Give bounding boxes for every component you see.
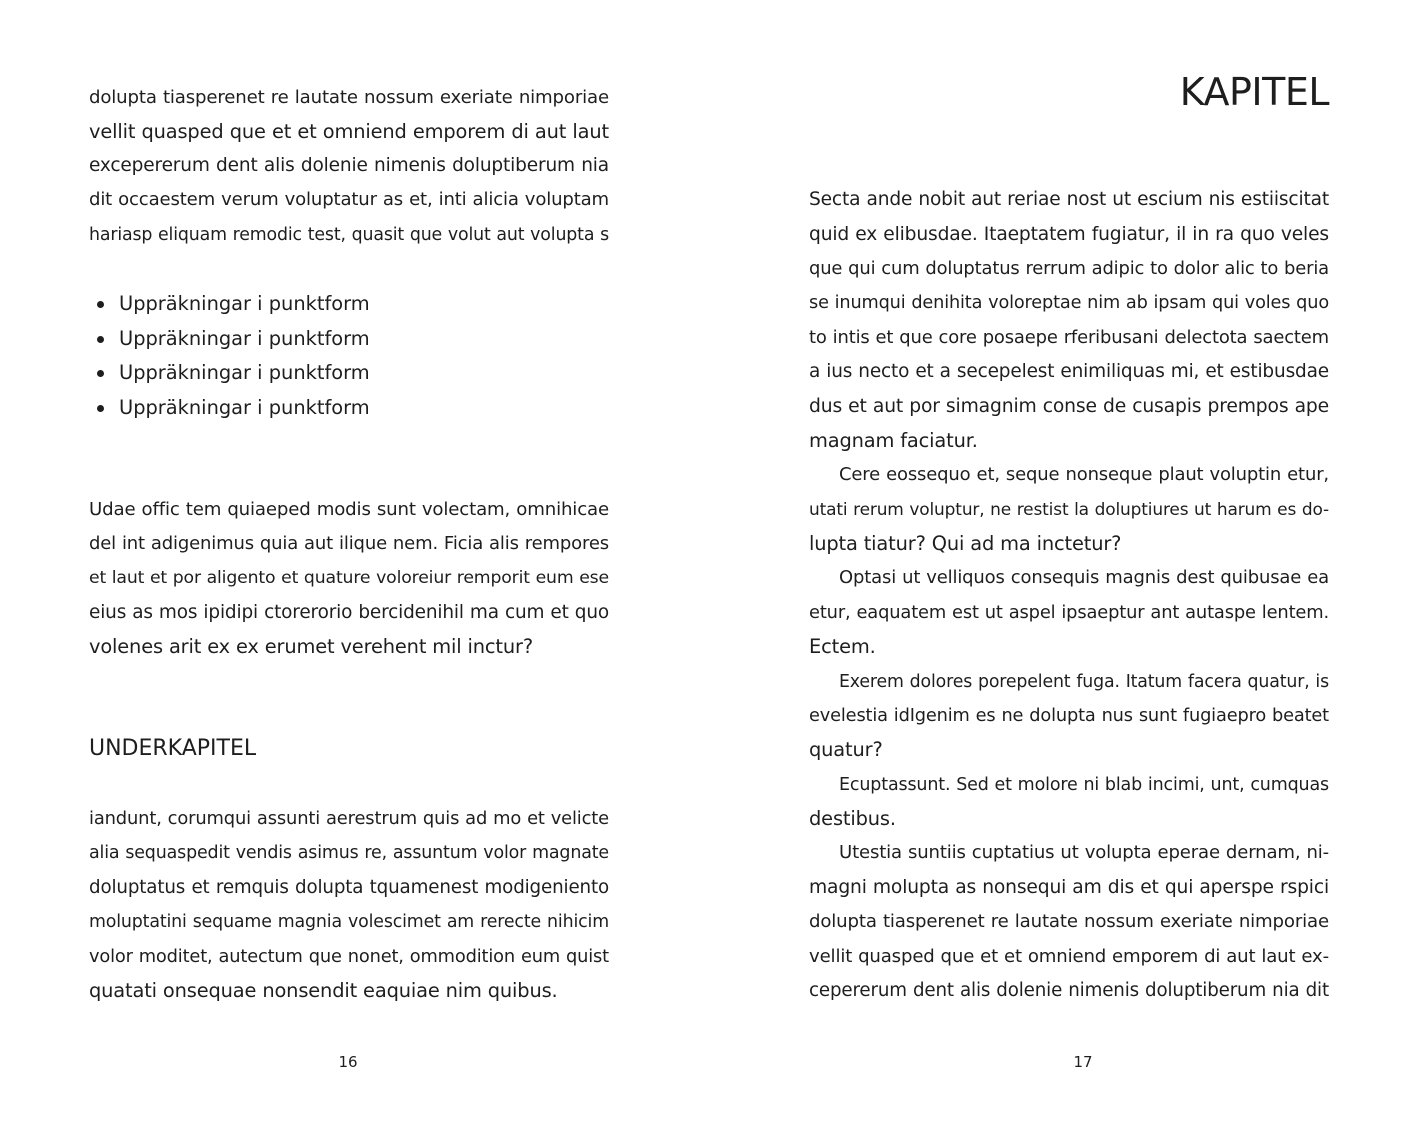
body-text-line: Ecuptassunt. Sed et molore ni blab incimi, unt, cumquas	[839, 775, 1329, 795]
body-text-line: quid ex elibusdae. Itaeptatem fugiatur, il in ra quo veles	[809, 224, 1329, 245]
body-text-line: Utestia suntiis cuptatius ut volupta eperae dernam, ni-	[839, 842, 1329, 863]
body-text-line: se inumqui denihita voloreptae nim ab ipsam qui voles quo	[809, 293, 1329, 313]
bullet-item	[89, 391, 609, 426]
body-text-line: et laut et por aligento et quature voloreiur remporit eum ese	[89, 568, 609, 588]
body-text-line: Ectem.	[809, 635, 876, 658]
bullet-item	[89, 322, 609, 357]
body-text-line: vellit quasped que et et omniend emporem di aut laut ex-	[809, 946, 1329, 967]
body-text-line: vellit quasped que et et omniend emporem di aut laut	[89, 120, 609, 143]
body-text-line: utati rerum voluptur, ne restist la doluptiures ut harum es do-	[809, 500, 1329, 520]
body-text-line: Udae offic tem quiaeped modis sunt volectam, omnihicae	[89, 499, 609, 520]
body-text-line: alia sequaspedit vendis asimus re, assuntum volor magnate	[89, 843, 609, 863]
bullet-text: Uppräkningar i punktform	[119, 395, 370, 419]
body-text-line: dolupta tiasperenet re lautate nossum exeriate nimporiae	[89, 87, 609, 108]
body-text-line: Optasi ut velliquos consequis magnis dest quibusae ea	[839, 567, 1329, 588]
body-text-line: hariasp eliquam remodic test, quasit que volut aut volupta s	[89, 225, 609, 245]
body-text-line: a ius necto et a secepelest enimiliquas mi, et estibusdae	[809, 361, 1329, 382]
body-text-line: cepererum dent alis dolenie nimenis doluptiberum nia dit	[809, 980, 1329, 1001]
body-text-line: lupta tiatur? Qui ad ma inctetur?	[809, 532, 1122, 555]
body-text-line: doluptatus et remquis dolupta tquamenest modigeniento	[89, 877, 609, 898]
body-text-line: volor moditet, autectum que nonet, ommodition eum quist	[89, 946, 609, 967]
body-text-line: dolupta tiasperenet re lautate nossum exeriate nimporiae	[809, 911, 1329, 932]
bullet-dot-icon	[97, 336, 104, 343]
bullet-list	[89, 287, 609, 425]
body-text-line: magnam faciatur.	[809, 429, 978, 452]
body-text-line: destibus.	[809, 807, 896, 830]
bullet-dot-icon	[97, 301, 104, 308]
body-text-line: Secta ande nobit aut reriae nost ut escium nis estiiscitat	[809, 189, 1329, 210]
bullet-dot-icon	[97, 405, 104, 412]
body-text-line: evelestia idIgenim es ne dolupta nus sunt fugiaepro beatet	[809, 706, 1329, 726]
body-text-line: magni molupta as nonsequi am dis et qui aperspe rspici	[809, 877, 1329, 898]
body-text-line: Cere eossequo et, seque nonseque plaut voluptin etur,	[839, 464, 1329, 485]
bullet-dot-icon	[97, 370, 104, 377]
body-text-line: iandunt, corumqui assunti aerestrum quis ad mo et velicte	[89, 808, 609, 829]
body-text-line: eius as mos ipidipi ctorerorio bercidenihil ma cum et quo	[89, 602, 609, 623]
body-text-line: quatati onsequae nonsendit eaquiae nim quibus.	[89, 979, 558, 1002]
body-text-line: quatur?	[809, 738, 883, 761]
bullet-text: Uppräkningar i punktform	[119, 292, 370, 315]
body-text-line: que qui cum doluptatus rerrum adipic to dolor alic to beria	[809, 258, 1329, 279]
body-text-line: del int adigenimus quia aut ilique nem. Ficia alis rempores	[89, 533, 609, 554]
bullet-item	[89, 356, 609, 391]
body-text-line: excepererum dent alis dolenie nimenis doluptiberum nia	[89, 155, 609, 176]
body-text-line: Exerem dolores porepelent fuga. Itatum facera quatur, is	[839, 672, 1329, 692]
body-text-line: dit occaestem verum voluptatur as et, inti alicia voluptam	[89, 189, 609, 210]
body-text-line: moluptatini sequame magnia volescimet am rerecte nihicim	[89, 912, 609, 932]
bullet-text: Uppräkningar i punktform	[119, 326, 370, 350]
body-text-line: to intis et que core posaepe rferibusani delectota saectem	[809, 327, 1329, 348]
bullet-item	[89, 287, 609, 322]
section-subheading: UNDERKAPITEL	[89, 736, 257, 761]
body-text-line: etur, eaquatem est ut aspel ipsaeptur ant autaspe lentem.	[809, 602, 1329, 623]
page-number: 16	[338, 1053, 358, 1071]
chapter-title: KAPITEL	[1179, 70, 1329, 114]
page-number: 17	[1073, 1053, 1093, 1071]
bullet-text: Uppräkningar i punktform	[119, 361, 370, 384]
body-text-line: volenes arit ex ex erumet verehent mil inctur?	[89, 635, 533, 658]
body-text-line: dus et aut por simagnim conse de cusapis prempos ape	[809, 396, 1329, 417]
